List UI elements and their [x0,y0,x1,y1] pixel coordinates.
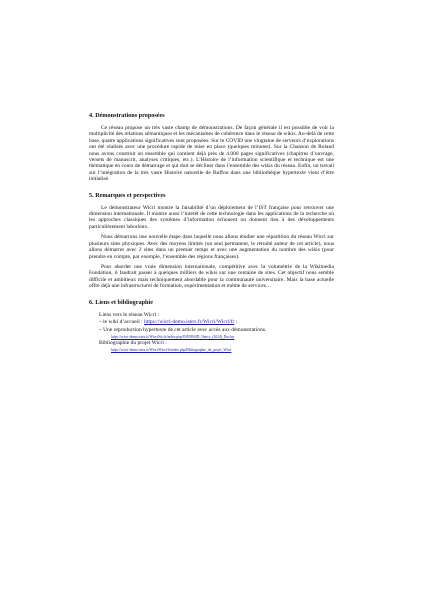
home-wiki-suffix: ; [234,319,238,326]
section-title: 4. Démonstrations proposées [89,112,165,119]
links-intro: Liens vers le réseau Wicri : [99,311,160,318]
home-wiki-line [99,319,334,325]
home-wiki-link[interactable]: https://wicri-demo.istex.fr/Wicri/Wicri/fr [144,319,235,326]
bib-intro: Bibliographie du projet Wicri : [99,339,167,346]
paragraph: Nous démarrons une nouvelle étape dans laquelle nous allons étudier une répartition du réseau Wicri sur plusieurs sites physiques. Avec des moyens limités (un seul permanent, le retraité auteur de cet article), nous allons démarrer avec 2 sites dans un premier temps et avec une augmentation du nombre des wikis (pour prendre en compte, par exemple, l’ensemble des régions françaises). [89,234,334,260]
section-title: 5. Remarques et perspectives [89,191,166,199]
paragraph: Pour aborder une vraie dimension internationale, compétitive avec la volumétrie de la Wikimedia Fundation, il faudrait passer à quelques milliers de wikis sur une centaine de sites. Cet objectif nous semble difficile et ambitieux mais techniquement abordable pour la communauté universitaire. Mais la base actuelle offre déjà une infrastructurel de formation, expérimentation et même de services… [89,263,334,290]
bib-link[interactable]: https://wicri-demo.istex.fr/Wicri/Wicri/fr/index.php/Bibliographie_du_projet_Wicri [111,347,232,352]
page-content [89,112,334,361]
paragraph: Ce réseau propose un très vaste champ de démonstrations. De façon générale il est possible de voir la multiplicité des relations sémantiques et les mécanismes de cohérence dans le réseau de wikis. Au-delà de cette base, quatre applications significatives sont proposées. Sur le COVID une vingtaine de serveurs d’explorations ont été réalisés avec une procédure rapide de mise en place (quelques minutes). Sur la Chanson de Roland nous avons construit un ensemble qui contient déjà près de 4.000 pages significatives (chapitres d’ouvrage, versets de manuscrit, analyses critiques, etc.). L’Histoire de l’information scientifique et technique est une thématique en cours de démarrage et qui doit se décliner dans l’ensemble des wikis du réseau. Enfin, un travail sur l’intégration de la très vaste Histoire naturelle de Buffon dans une bibliothèque hypertexte vient d’être initialisé. [89,125,334,183]
section-title: 6. Liens et bibliographie [89,298,153,306]
repro-line: – Une reproduction hypertexte de cet article avec accès aux démonstrations. [99,327,267,334]
section-remarques [89,192,334,290]
section-demonstrations [89,112,334,183]
section-liens [89,299,334,352]
paragraph: Le démonstrateur Wicri montre la faisabilité d’un déploiement de l’IST française pour retrouver une dimension internationale. Il montre aussi l’intérêt de cette technologie dans les applications de la recherche où les approches classiques des systèmes d’information échouent ou donnent lieu à des développements particulièrement laborieux. [89,204,334,230]
home-wiki-prefix: – le wiki d’accueil : [99,319,145,326]
repro-link[interactable]: https://wicri-demo.istex.fr/Wicri/Sic/fr/index.php/INFORSID_Nancy_(2024)_Ducloy [111,335,235,340]
bib-link-row [111,348,334,352]
